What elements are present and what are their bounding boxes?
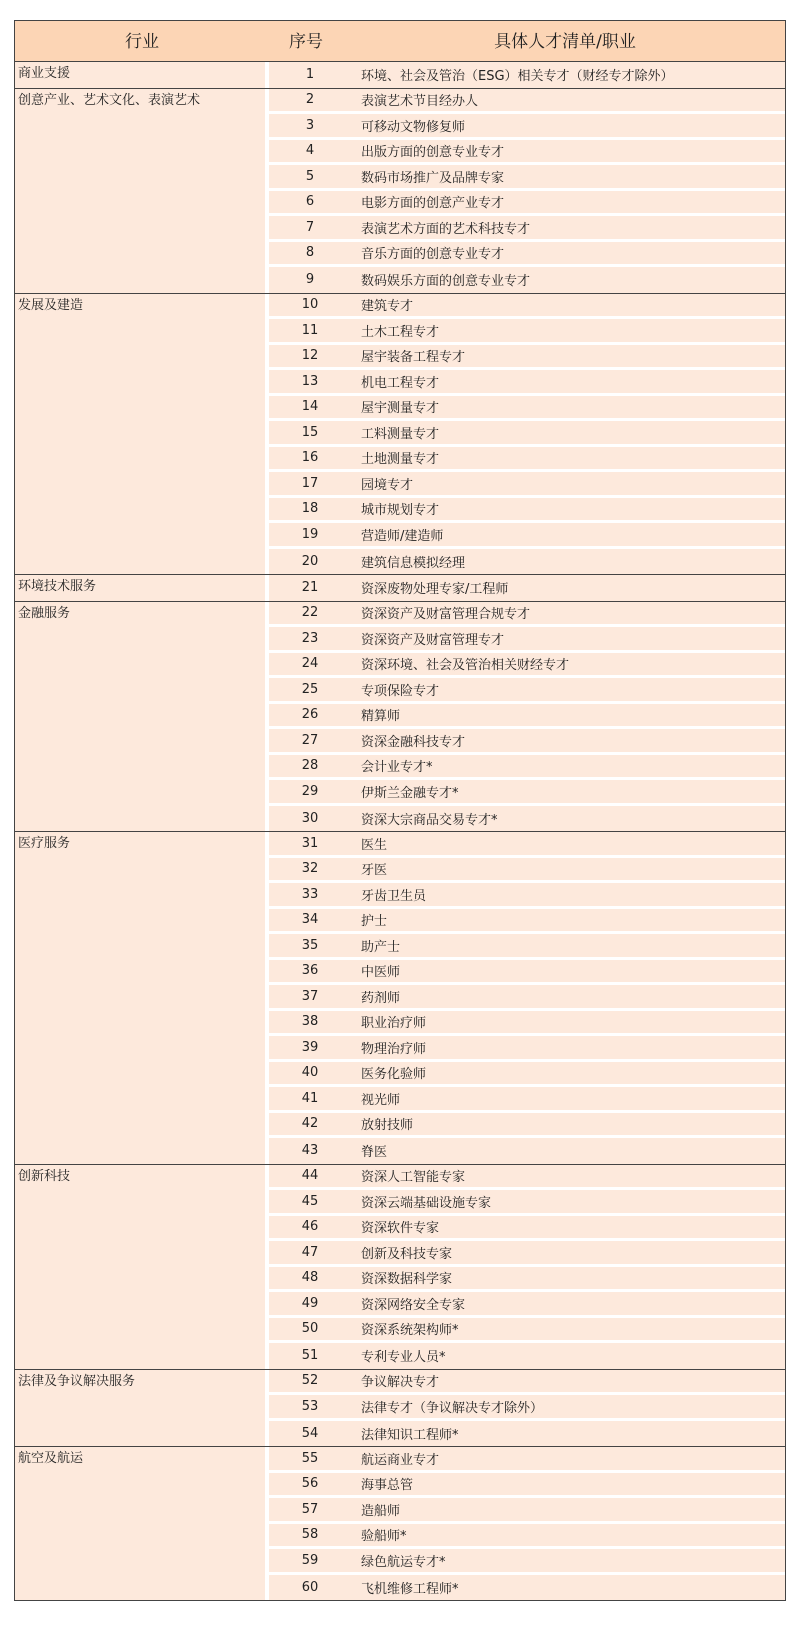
row-number: 2 (305, 92, 315, 108)
occupation-name: 飞机维修工程师* (361, 1581, 459, 1597)
row-number: 43 (301, 1143, 319, 1159)
industry-cell: 创意产业、艺术文化、表演艺术 (15, 89, 269, 293)
occupation-name: 机电工程专才 (361, 375, 440, 391)
talent-list-table (14, 20, 786, 1601)
industry-group (14, 575, 786, 602)
row-number: 46 (301, 1219, 319, 1235)
occupation-name: 电影方面的创意产业专才 (361, 196, 505, 212)
row-number: 33 (301, 886, 319, 902)
row-number: 1 (305, 67, 315, 83)
row-number: 52 (301, 1373, 319, 1389)
row-number: 27 (301, 732, 319, 748)
occupation-rows (269, 1447, 785, 1600)
table-row (269, 1190, 785, 1216)
row-number: 57 (301, 1501, 319, 1517)
occupation-name: 法律知识工程师* (361, 1427, 459, 1443)
table-row (269, 1138, 785, 1164)
occupation-name: 建筑专才 (361, 299, 414, 315)
occupation-rows (269, 62, 785, 88)
occupation-name: 资深数据科学家 (361, 1272, 453, 1288)
industry-cell: 航空及航运 (15, 1447, 269, 1600)
table-row (269, 1062, 785, 1088)
occupation-name: 验船师* (361, 1529, 407, 1545)
row-number: 42 (301, 1116, 319, 1132)
row-number: 34 (301, 912, 319, 928)
table-row (269, 523, 785, 549)
occupation-name: 专利专业人员* (361, 1350, 446, 1366)
row-number: 54 (301, 1425, 319, 1441)
row-number: 18 (301, 501, 319, 517)
occupation-name: 牙医 (361, 863, 388, 879)
row-number: 50 (301, 1321, 319, 1337)
occupation-name: 视光师 (361, 1092, 401, 1108)
industry-cell: 金融服务 (15, 602, 269, 832)
table-row (269, 396, 785, 422)
table-row (269, 832, 785, 858)
table-row (269, 704, 785, 730)
table-row (269, 1421, 785, 1447)
row-number: 36 (301, 963, 319, 979)
occupation-rows (269, 1165, 785, 1369)
table-row (269, 1241, 785, 1267)
occupation-name: 资深网络安全专家 (361, 1297, 466, 1313)
occupation-name: 牙齿卫生员 (361, 888, 427, 904)
occupation-name: 工料测量专才 (361, 426, 440, 442)
occupation-name: 资深大宗商品交易专才* (361, 812, 498, 828)
industry-cell: 创新科技 (15, 1165, 269, 1369)
industry-cell: 发展及建造 (15, 294, 269, 575)
table-row (269, 1575, 785, 1601)
industry-group (14, 1447, 786, 1601)
occupation-name: 绿色航运专才* (361, 1554, 446, 1570)
occupation-name: 可移动文物修复师 (361, 119, 466, 135)
row-number: 16 (301, 450, 319, 466)
industry-group (14, 62, 786, 89)
row-number: 45 (301, 1193, 319, 1209)
table-row (269, 602, 785, 628)
occupation-name: 医生 (361, 837, 388, 853)
row-number: 12 (301, 348, 319, 364)
table-row (269, 370, 785, 396)
table-body (14, 62, 786, 1601)
table-row (269, 1343, 785, 1369)
occupation-name: 医务化验师 (361, 1067, 427, 1083)
industry-group (14, 1165, 786, 1370)
occupation-name: 资深资产及财富管理专才 (361, 632, 505, 648)
table-row (269, 62, 785, 88)
table-row (269, 1498, 785, 1524)
row-number: 51 (301, 1348, 319, 1364)
row-number: 20 (301, 553, 319, 569)
table-row (269, 627, 785, 653)
occupation-name: 城市规划专才 (361, 503, 440, 519)
table-row (269, 806, 785, 832)
occupation-rows (269, 1370, 785, 1447)
row-number: 55 (301, 1450, 319, 1466)
occupation-name: 屋宇装备工程专才 (361, 350, 466, 366)
row-number: 37 (301, 988, 319, 1004)
table-row (269, 1473, 785, 1499)
occupation-name: 海事总管 (361, 1478, 414, 1494)
industry-cell: 法律及争议解决服务 (15, 1370, 269, 1447)
occupation-name: 土地测量专才 (361, 452, 440, 468)
table-row (269, 1370, 785, 1396)
row-number: 11 (301, 322, 319, 338)
occupation-rows (269, 602, 785, 832)
table-row (269, 934, 785, 960)
row-number: 19 (301, 526, 319, 542)
row-number: 3 (305, 117, 315, 133)
row-number: 29 (301, 783, 319, 799)
table-row (269, 191, 785, 217)
occupation-name: 建筑信息模拟经理 (361, 555, 466, 571)
table-row (269, 242, 785, 268)
row-number: 8 (305, 245, 315, 261)
table-row (269, 1113, 785, 1139)
occupation-name: 数码娱乐方面的创意专业专才 (361, 274, 531, 290)
table-row (269, 780, 785, 806)
table-row (269, 140, 785, 166)
table-row (269, 729, 785, 755)
table-row (269, 294, 785, 320)
row-number: 49 (301, 1295, 319, 1311)
table-row (269, 1524, 785, 1550)
row-number: 5 (305, 168, 315, 184)
occupation-name: 造船师 (361, 1503, 401, 1519)
table-row (269, 267, 785, 293)
occupation-name: 药剂师 (361, 990, 401, 1006)
occupation-name: 脊医 (361, 1145, 388, 1161)
row-number: 35 (301, 937, 319, 953)
table-row (269, 1216, 785, 1242)
occupation-name: 出版方面的创意专业专才 (361, 145, 505, 161)
table-row (269, 421, 785, 447)
industry-cell: 环境技术服务 (15, 575, 269, 601)
table-header (14, 20, 786, 62)
row-number: 53 (301, 1398, 319, 1414)
industry-group (14, 832, 786, 1165)
row-number: 7 (305, 219, 315, 235)
table-row (269, 1087, 785, 1113)
row-number: 39 (301, 1039, 319, 1055)
table-row (269, 575, 785, 601)
industry-cell: 医疗服务 (15, 832, 269, 1164)
row-number: 24 (301, 656, 319, 672)
row-number: 30 (301, 810, 319, 826)
row-number: 21 (301, 580, 319, 596)
table-row (269, 985, 785, 1011)
row-number: 9 (305, 272, 315, 288)
occupation-name: 园境专才 (361, 477, 414, 493)
row-number: 4 (305, 143, 315, 159)
occupation-name: 专项保险专才 (361, 683, 440, 699)
occupation-name: 数码市场推广及品牌专家 (361, 170, 505, 186)
occupation-name: 资深金融科技专才 (361, 734, 466, 750)
row-number: 38 (301, 1014, 319, 1030)
table-row (269, 114, 785, 140)
table-row (269, 216, 785, 242)
table-row (269, 1318, 785, 1344)
row-number: 47 (301, 1244, 319, 1260)
row-number: 28 (301, 758, 319, 774)
occupation-name: 资深软件专家 (361, 1221, 440, 1237)
occupation-name: 音乐方面的创意专业专才 (361, 247, 505, 263)
row-number: 13 (301, 373, 319, 389)
occupation-name: 助产士 (361, 939, 401, 955)
row-number: 6 (305, 194, 315, 210)
row-number: 56 (301, 1476, 319, 1492)
industry-group (14, 1370, 786, 1448)
occupation-name: 环境、社会及管治（ESG）相关专才（财经专才除外） (361, 69, 674, 85)
row-number: 17 (301, 475, 319, 491)
table-row (269, 1549, 785, 1575)
occupation-name: 资深环境、社会及管治相关财经专才 (361, 658, 570, 674)
table-row (269, 1292, 785, 1318)
table-row (269, 319, 785, 345)
table-row (269, 472, 785, 498)
table-row (269, 960, 785, 986)
row-number: 31 (301, 835, 319, 851)
row-number: 23 (301, 630, 319, 646)
row-number: 22 (301, 605, 319, 621)
industry-group (14, 602, 786, 833)
table-row (269, 883, 785, 909)
table-row (269, 1036, 785, 1062)
occupation-name: 中医师 (361, 965, 401, 981)
occupation-rows (269, 89, 785, 293)
occupation-name: 资深系统架构师* (361, 1323, 459, 1339)
occupation-name: 创新及科技专家 (361, 1246, 453, 1262)
row-number: 41 (301, 1090, 319, 1106)
occupation-name: 会计业专才* (361, 760, 433, 776)
row-number: 15 (301, 424, 319, 440)
occupation-name: 法律专才（争议解决专才除外） (361, 1400, 544, 1416)
occupation-name: 土木工程专才 (361, 324, 440, 340)
industry-group (14, 89, 786, 294)
row-number: 59 (301, 1552, 319, 1568)
header-number: 序号 (289, 32, 323, 52)
table-row (269, 345, 785, 371)
row-number: 14 (301, 399, 319, 415)
occupation-name: 资深云端基础设施专家 (361, 1195, 492, 1211)
occupation-rows (269, 832, 785, 1164)
table-row (269, 165, 785, 191)
occupation-rows (269, 575, 785, 601)
occupation-name: 航运商业专才 (361, 1452, 440, 1468)
table-row (269, 549, 785, 575)
table-row (269, 858, 785, 884)
table-row (269, 755, 785, 781)
occupation-name: 伊斯兰金融专才* (361, 785, 459, 801)
header-occupation: 具体人才清单/职业 (494, 32, 636, 52)
table-row (269, 1395, 785, 1421)
table-row (269, 1165, 785, 1191)
occupation-name: 精算师 (361, 709, 401, 725)
occupation-rows (269, 294, 785, 575)
table-row (269, 653, 785, 679)
occupation-name: 争议解决专才 (361, 1375, 440, 1391)
occupation-name: 资深废物处理专家/工程师 (361, 582, 509, 598)
occupation-name: 物理治疗师 (361, 1041, 427, 1057)
row-number: 44 (301, 1168, 319, 1184)
table-row (269, 1447, 785, 1473)
table-row (269, 498, 785, 524)
row-number: 32 (301, 861, 319, 877)
occupation-name: 护士 (361, 914, 388, 930)
occupation-name: 表演艺术节目经办人 (361, 94, 479, 110)
table-row (269, 447, 785, 473)
table-row (269, 89, 785, 115)
row-number: 58 (301, 1527, 319, 1543)
occupation-name: 资深人工智能专家 (361, 1170, 466, 1186)
row-number: 40 (301, 1065, 319, 1081)
row-number: 26 (301, 707, 319, 723)
table-row (269, 1267, 785, 1293)
occupation-name: 营造师/建造师 (361, 528, 444, 544)
table-row (269, 1011, 785, 1037)
row-number: 10 (301, 297, 319, 313)
row-number: 60 (301, 1579, 319, 1595)
table-row (269, 678, 785, 704)
occupation-name: 放射技师 (361, 1118, 414, 1134)
header-industry: 行业 (125, 32, 159, 52)
occupation-name: 职业治疗师 (361, 1016, 427, 1032)
occupation-name: 屋宇测量专才 (361, 401, 440, 417)
row-number: 25 (301, 681, 319, 697)
occupation-name: 表演艺术方面的艺术科技专才 (361, 221, 531, 237)
table-row (269, 909, 785, 935)
industry-cell: 商业支援 (15, 62, 269, 88)
row-number: 48 (301, 1270, 319, 1286)
industry-group (14, 294, 786, 576)
occupation-name: 资深资产及财富管理合规专才 (361, 607, 531, 623)
